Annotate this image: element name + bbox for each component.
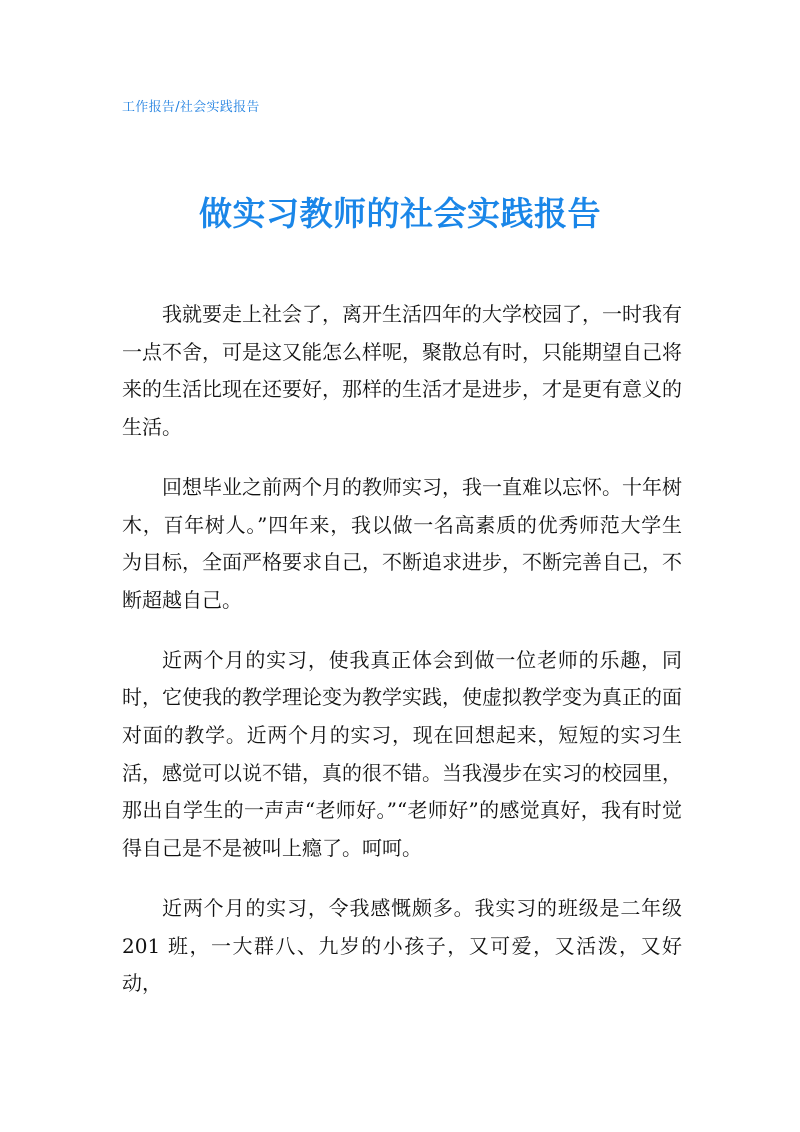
paragraph-3: 近两个月的实习，使我真正体会到做一位老师的乐趣，同时，它使我的教学理论变为教学实践，使虚拟教学变为真正的面对面的教学。近两个月的实习，现在回想起来，短短的实习生活，感觉可以说不错，真的很不错。当我漫步在实习的校园里，那出自学生的一声声“老师好。”“老师好”的感觉真好，我有时觉得自己是不是被叫上瘾了。呵呵。 xyxy=(122,647,682,861)
breadcrumb[interactable]: 工作报告/社会实践报告 xyxy=(122,100,260,115)
paragraph-1: 我就要走上社会了，离开生活四年的大学校园了，一时我有一点不舍，可是这又能怎么样呢，聚散总有时，只能期望自己将来的生活比现在还要好，那样的生活才是进步，才是更有意义的生活。 xyxy=(122,302,682,440)
paragraph-2: 回想毕业之前两个月的教师实习，我一直难以忘怀。十年树木，百年树人。”四年来，我以做一名高素质的优秀师范大学生为目标，全面严格要求自己，不断追求进步，不断完善自己，不断超越自己。 xyxy=(122,474,682,612)
paragraph-4: 近两个月的实习，令我感慨颇多。我实习的班级是二年级201 班，一大群八、九岁的小孩子，又可爱，又活泼，又好动， xyxy=(122,895,682,996)
document-body xyxy=(122,296,682,1025)
page-title: 做实习教师的社会实践报告 xyxy=(199,194,601,233)
